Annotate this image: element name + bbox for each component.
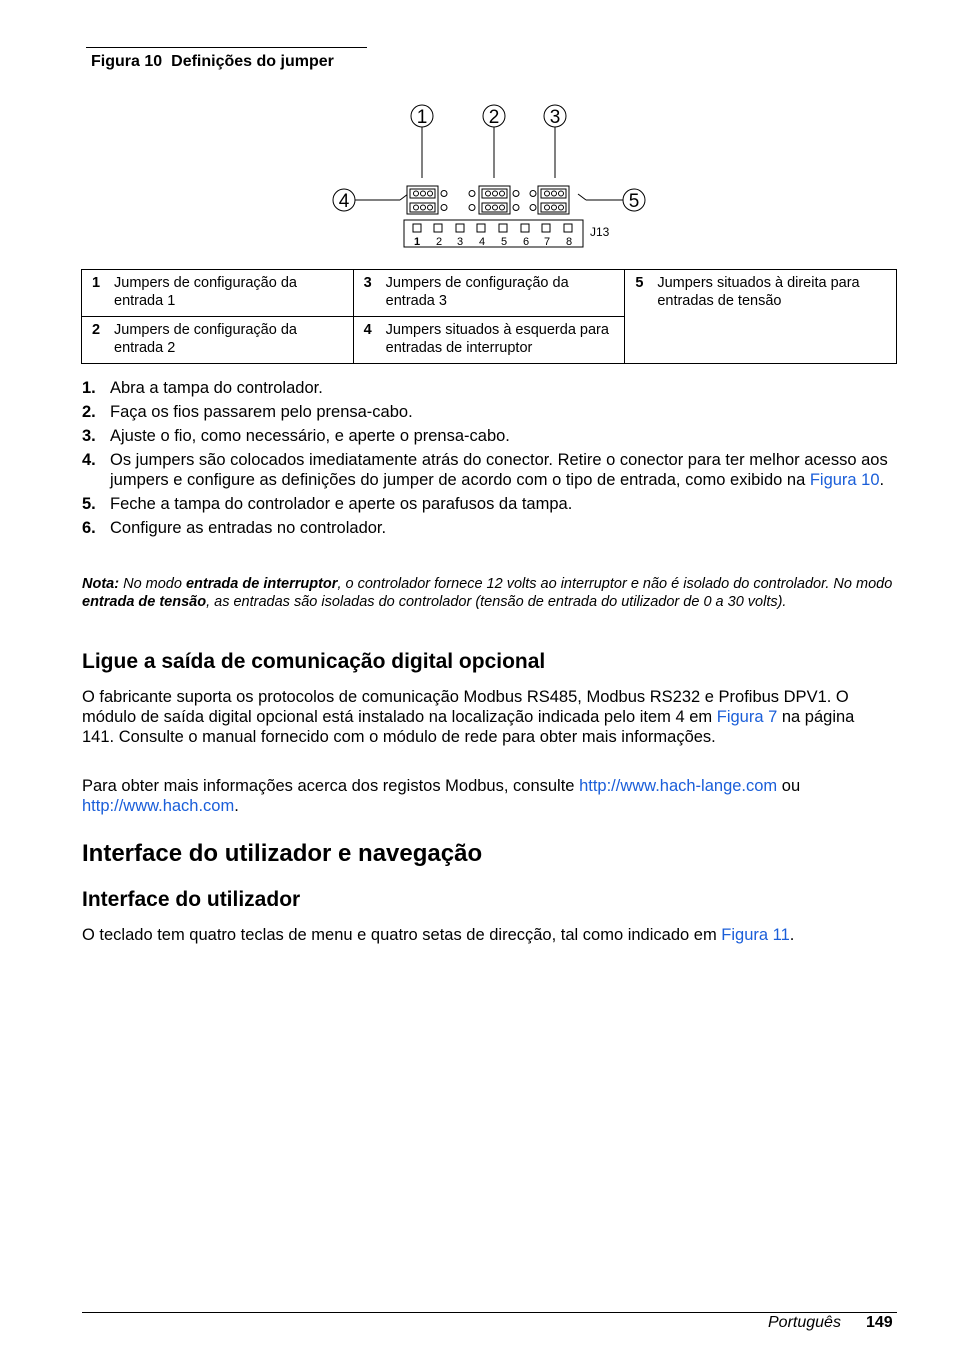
note-emphasis: entrada de interruptor	[185, 576, 338, 592]
paragraph-text: Para obter mais informações acerca dos registos Modbus, consulte	[82, 777, 580, 795]
step-number: 4.	[82, 451, 96, 469]
legend-cell	[82, 270, 354, 317]
figure-caption-rule	[86, 47, 367, 48]
paragraph-keypad	[82, 925, 897, 945]
note-text: No modo	[119, 576, 186, 592]
legend-text: Jumpers de configuração da entrada 3	[385, 275, 569, 309]
figura-11-link[interactable]: Figura 11	[721, 926, 790, 944]
section-heading-digital-output: Ligue a saída de comunicação digital opcional	[82, 650, 546, 673]
step-text: Abra a tampa do controlador.	[110, 379, 323, 397]
figure-caption	[91, 53, 334, 71]
legend-cell	[82, 317, 354, 364]
procedure-steps	[82, 378, 897, 542]
legend-text: Jumpers de configuração da entrada 2	[114, 322, 297, 356]
paragraph-modbus	[82, 776, 882, 816]
legend-num: 5	[635, 275, 644, 291]
footer-language: Português	[768, 1314, 841, 1331]
hach-lange-link[interactable]: http://www.hach-lange.com	[579, 777, 778, 795]
callout-5	[623, 189, 645, 212]
step-item	[82, 378, 897, 398]
pin-4: 4	[478, 236, 486, 248]
legend-num: 1	[92, 275, 101, 291]
callout-5-label: 5	[628, 191, 640, 212]
jumper-blocks	[407, 186, 569, 214]
paragraph-text: na página 141. Consulte o manual fornecido com o módulo de rede para obter mais informações.	[82, 708, 855, 746]
pin-8: 8	[565, 236, 573, 248]
step-item	[82, 494, 897, 514]
legend-cell	[353, 317, 625, 364]
step-number: 1.	[82, 379, 96, 397]
legend-num: 3	[363, 275, 372, 291]
paragraph-protocols	[82, 687, 882, 747]
paragraph-text: ou	[777, 777, 801, 795]
step-text-end: .	[879, 471, 885, 489]
note-emphasis: entrada de tensão	[82, 594, 207, 610]
callout-1	[411, 105, 433, 128]
callout-2-label: 2	[488, 107, 500, 128]
legend-text: Jumpers de configuração da entrada 1	[114, 275, 297, 309]
pin-5: 5	[500, 236, 508, 248]
figura-7-link[interactable]: Figura 7	[716, 708, 778, 726]
legend-text: Jumpers situados à esquerda para entradas de interruptor	[385, 322, 609, 356]
callout-3-label: 3	[549, 107, 561, 128]
connector-label: J13	[590, 225, 610, 239]
step-number: 2.	[82, 403, 96, 421]
step-text: Ajuste o fio, como necessário, e aperte o prensa-cabo.	[110, 427, 510, 445]
step-item	[82, 402, 897, 422]
hach-link[interactable]: http://www.hach.com	[82, 797, 235, 815]
step-text: Feche a tampa do controlador e aperte os parafusos da tampa.	[110, 495, 573, 513]
callout-2	[483, 105, 505, 128]
figure-legend-table	[81, 269, 897, 364]
figure-title: Definições do jumper	[171, 53, 334, 70]
section-heading-ui-navigation: Interface do utilizador e navegação	[82, 840, 483, 867]
pin-6: 6	[522, 236, 530, 248]
legend-text: Jumpers situados à direita para entradas de tensão	[657, 275, 860, 309]
page-number: 149	[866, 1314, 893, 1331]
legend-num: 4	[363, 322, 372, 338]
step-text: Os jumpers são colocados imediatamente atrás do conector. Retire o conector para ter melhor acesso aos jumpers e configure as definições do jumper de acordo com o tipo de entrada, como exibido na	[110, 451, 888, 489]
legend-cell	[353, 270, 625, 317]
paragraph-text: .	[789, 926, 795, 944]
step-item	[82, 450, 897, 490]
step-item	[82, 426, 897, 446]
callout-1-label: 1	[416, 107, 428, 128]
step-number: 3.	[82, 427, 96, 445]
legend-num: 2	[92, 322, 101, 338]
legend-cell	[625, 270, 897, 364]
jumper-diagram	[330, 100, 660, 252]
step-number: 6.	[82, 519, 96, 537]
paragraph-text: O teclado tem quatro teclas de menu e quatro setas de direcção, tal como indicado em	[82, 926, 722, 944]
figura-10-link[interactable]: Figura 10	[809, 471, 880, 489]
subsection-heading-ui: Interface do utilizador	[82, 888, 301, 911]
callout-4	[333, 189, 355, 212]
step-text: Faça os fios passarem pelo prensa-cabo.	[110, 403, 413, 421]
pin-7: 7	[543, 236, 551, 248]
paragraph-text: O fabricante suporta os protocolos de comunicação Modbus RS485, Modbus RS232 e Profibus DPV1. O módulo de saída digital opcional está instalado na localização indicada pelo item 4 em	[82, 688, 849, 726]
step-number: 5.	[82, 495, 96, 513]
step-text: Configure as entradas no controlador.	[110, 519, 387, 537]
footer-rule	[82, 1312, 897, 1313]
step-item	[82, 518, 897, 538]
note-label: Nota:	[82, 576, 120, 592]
callout-4-label: 4	[338, 191, 350, 212]
step-text-wrap	[110, 450, 897, 490]
paragraph-text: .	[234, 797, 239, 815]
note	[82, 575, 900, 611]
callout-3	[544, 105, 566, 128]
pin-3: 3	[456, 236, 464, 248]
pin-1: 1	[413, 236, 421, 248]
connector-j13	[404, 220, 610, 248]
pin-2: 2	[435, 236, 443, 248]
figure-label: Figura 10	[91, 53, 163, 70]
note-text: , o controlador fornece 12 volts ao interruptor e não é isolado do controlador. No modo	[337, 576, 893, 592]
note-text: , as entradas são isoladas do controlador (tensão de entrada do utilizador de 0 a 30 volts).	[206, 594, 787, 610]
